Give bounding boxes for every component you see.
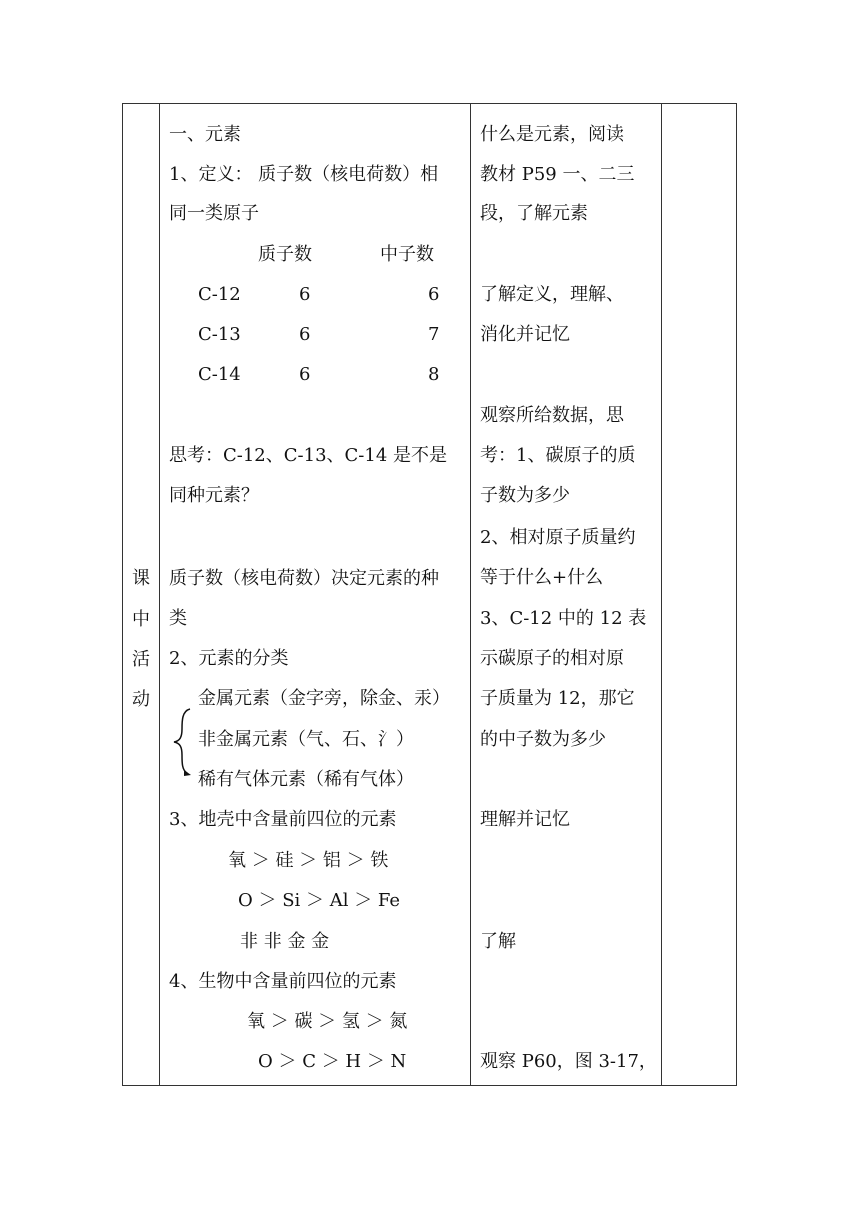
section-label-cell: [123, 104, 160, 1086]
activity-line: 教材 P59 一、二三: [480, 164, 635, 185]
activity-line: 示碳原子的相对原: [480, 648, 624, 669]
crust-elements-symbols: O ＞ Si ＞ Al ＞ Fe: [238, 890, 401, 911]
activity-line: 子质量为 12，那它: [480, 688, 635, 709]
header-neutrons: 中子数: [380, 244, 434, 265]
activity-line: 了解定义，理解、: [480, 284, 624, 305]
isotope-protons: 6: [299, 364, 311, 385]
side-label-char: 活: [132, 649, 150, 670]
crust-elements-types: 非 非 金 金: [240, 931, 330, 952]
heading-elements: 一、元素: [169, 124, 241, 145]
definition-line: 1、定义： 质子数（核电荷数）相: [169, 164, 439, 185]
lesson-table: [122, 103, 737, 1086]
activity-line: 观察所给数据，思: [480, 405, 624, 426]
activity-line: 段，了解元素: [480, 203, 588, 224]
activity-cell: [471, 104, 662, 1086]
determine-line: 质子数（核电荷数）决定元素的种: [169, 568, 439, 589]
crust-heading: 3、地壳中含量前四位的元素: [169, 809, 397, 830]
isotope-protons: 6: [299, 284, 311, 305]
brace-icon: [170, 707, 196, 777]
activity-line: 什么是元素，阅读: [480, 124, 624, 145]
content-cell: [160, 104, 471, 1086]
header-protons: 质子数: [258, 244, 312, 265]
classification-heading: 2、元素的分类: [169, 648, 289, 669]
notes-cell: [662, 104, 737, 1086]
side-label-char: 课: [132, 568, 150, 589]
side-label-char: 动: [132, 689, 150, 710]
isotope-name: C-12: [198, 284, 241, 305]
isotope-neutrons: 6: [428, 284, 440, 305]
bio-elements-symbols: O ＞ C ＞ H ＞ N: [258, 1051, 407, 1072]
activity-line: 观察 P60，图 3-17，: [480, 1051, 657, 1072]
table-row: [123, 104, 737, 1086]
bio-heading: 4、生物中含量前四位的元素: [169, 971, 397, 992]
crust-elements-cn: 氧 ＞ 硅 ＞ 铝 ＞ 铁: [228, 850, 389, 871]
isotope-protons: 6: [299, 324, 311, 345]
bio-elements-cn: 氧 ＞ 碳 ＞ 氢 ＞ 氮: [247, 1011, 408, 1032]
isotope-name: C-13: [198, 324, 241, 345]
activity-line: 3、C-12 中的 12 表: [480, 608, 647, 629]
isotope-neutrons: 8: [428, 364, 440, 385]
activity-line: 子数为多少: [480, 485, 570, 506]
activity-line: 的中子数为多少: [480, 729, 606, 750]
class-item: 稀有气体元素（稀有气体）: [198, 769, 414, 790]
determine-line: 类: [169, 608, 187, 629]
think-question: 思考：C-12、C-13、C-14 是不是: [169, 445, 447, 466]
class-item: 金属元素（金字旁，除金、汞）: [198, 688, 450, 709]
definition-line: 同一类原子: [169, 203, 259, 224]
activity-line: 理解并记忆: [480, 809, 570, 830]
side-label-char: 中: [132, 609, 150, 630]
class-item: 非金属元素（气、石、氵）: [198, 729, 414, 750]
activity-line: 消化并记忆: [480, 324, 570, 345]
think-question: 同种元素？: [169, 485, 259, 506]
isotope-neutrons: 7: [428, 324, 440, 345]
activity-line: 2、相对原子质量约: [480, 527, 636, 548]
isotope-name: C-14: [198, 364, 241, 385]
activity-line: 了解: [480, 931, 516, 952]
activity-line: 等于什么+什么: [480, 567, 604, 588]
activity-line: 考：1、碳原子的质: [480, 445, 636, 466]
